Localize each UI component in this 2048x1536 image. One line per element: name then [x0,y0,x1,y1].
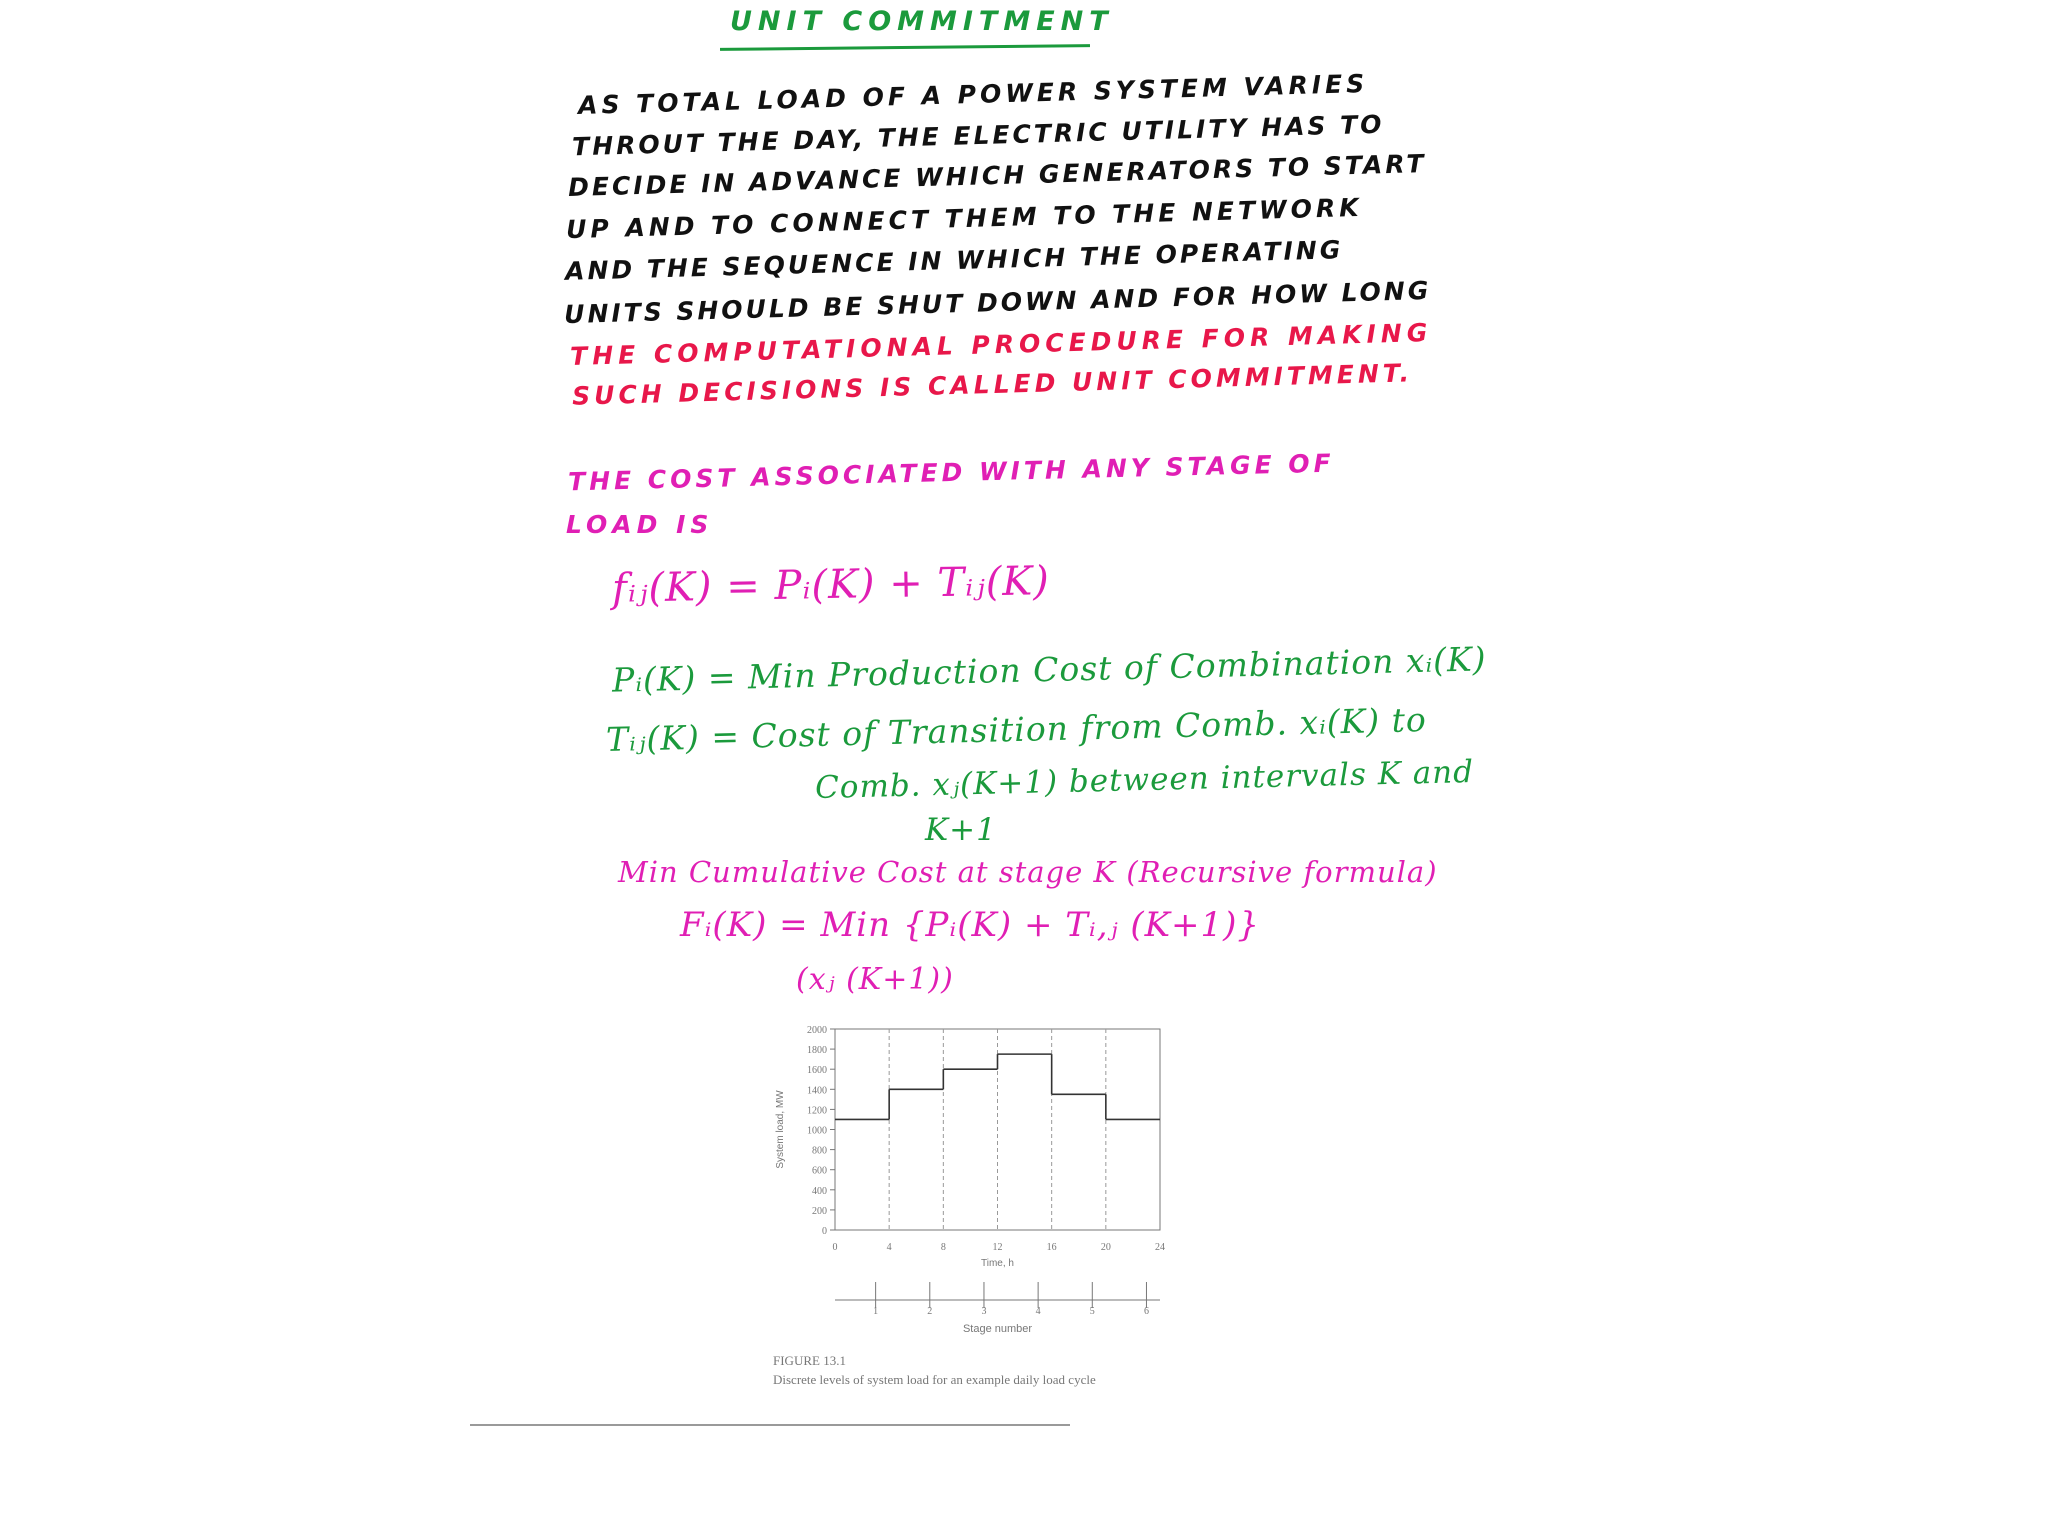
stage-label: 6 [1143,1306,1149,1317]
y-tick-label: 600 [812,1165,827,1177]
production-cost-definition: Pᵢ(K) = Min Production Cost of Combination xᵢ(K) [611,639,1487,700]
transition-cost-definition-3: K+1 [925,812,997,848]
paragraph-line-1: AS TOTAL LOAD OF A POWER SYSTEM VARIES [577,68,1369,121]
cost-intro-line-1: THE COST ASSOCIATED WITH ANY STAGE OF [567,448,1336,497]
paragraph-line-6: UNITS SHOULD BE SHUT DOWN AND FOR HOW LONG [563,275,1432,330]
x-tick-label: 12 [992,1242,1003,1253]
y-tick-label: 1800 [807,1045,827,1057]
y-tick-label: 2000 [807,1025,827,1036]
x-tick-label: 16 [1046,1242,1057,1253]
stage-label: 4 [1035,1306,1041,1317]
stage-label: 3 [981,1306,987,1317]
cost-equation: fᵢⱼ(K) = Pᵢ(K) + Tᵢⱼ(K) [611,558,1051,612]
y-tick-label: 0 [822,1226,827,1237]
stage-axis-label: Stage number [962,1323,1033,1335]
paragraph-line-4: UP AND TO CONNECT THEM TO THE NETWORK [565,192,1363,245]
load-cycle-chart [760,1015,1180,1385]
x-tick-label: 0 [832,1242,838,1253]
page-bottom-edge [470,1424,1070,1426]
x-axis-label: Time, h [981,1258,1014,1269]
figure-label: FIGURE 13.1 [773,1353,846,1368]
x-tick-label: 20 [1100,1242,1111,1253]
recursive-formula-subscript: (xⱼ (K+1)) [796,962,954,997]
y-axis-label: System load, MW [775,1090,786,1169]
stage-label: 5 [1089,1306,1095,1317]
transition-cost-definition-1: Tᵢⱼ(K) = Cost of Transition from Comb. xᵢ(K) to [605,699,1428,760]
y-tick-label: 1000 [807,1125,827,1137]
recursive-formula: Fᵢ(K) = Min {Pᵢ(K) + Tᵢ,ⱼ (K+1)} [680,905,1261,945]
min-cumulative-cost-heading: Min Cumulative Cost at stage K (Recursive formula) [618,855,1438,889]
x-tick-label: 4 [886,1242,892,1253]
x-tick-label: 8 [940,1242,946,1253]
definition-line-2: SUCH DECISIONS IS CALLED UNIT COMMITMENT. [571,358,1414,411]
transition-cost-definition-2: Comb. xⱼ(K+1) between intervals K and [814,753,1475,807]
y-tick-label: 200 [812,1205,827,1217]
stage-label: 1 [873,1306,879,1317]
paragraph-line-2: THROUT THE DAY, THE ELECTRIC UTILITY HAS TO [571,109,1385,162]
y-tick-label: 1200 [807,1105,827,1117]
y-tick-label: 400 [812,1185,827,1197]
paragraph-line-5: AND THE SEQUENCE IN WHICH THE OPERATING [564,235,1344,286]
y-tick-label: 1400 [807,1085,827,1097]
stage-label: 2 [927,1306,933,1317]
cost-intro-line-2: LOAD IS [566,510,714,539]
y-tick-label: 1600 [807,1065,827,1077]
y-tick-label: 800 [812,1145,827,1157]
page-title: UNIT COMMITMENT [730,6,1114,37]
x-tick-label: 24 [1155,1242,1165,1253]
definition-line-1: THE COMPUTATIONAL PROCEDURE FOR MAKING [569,317,1433,372]
figure-caption: Discrete levels of system load for an example daily load cycle [773,1372,1096,1387]
paragraph-line-3: DECIDE IN ADVANCE WHICH GENERATORS TO START [567,149,1427,202]
